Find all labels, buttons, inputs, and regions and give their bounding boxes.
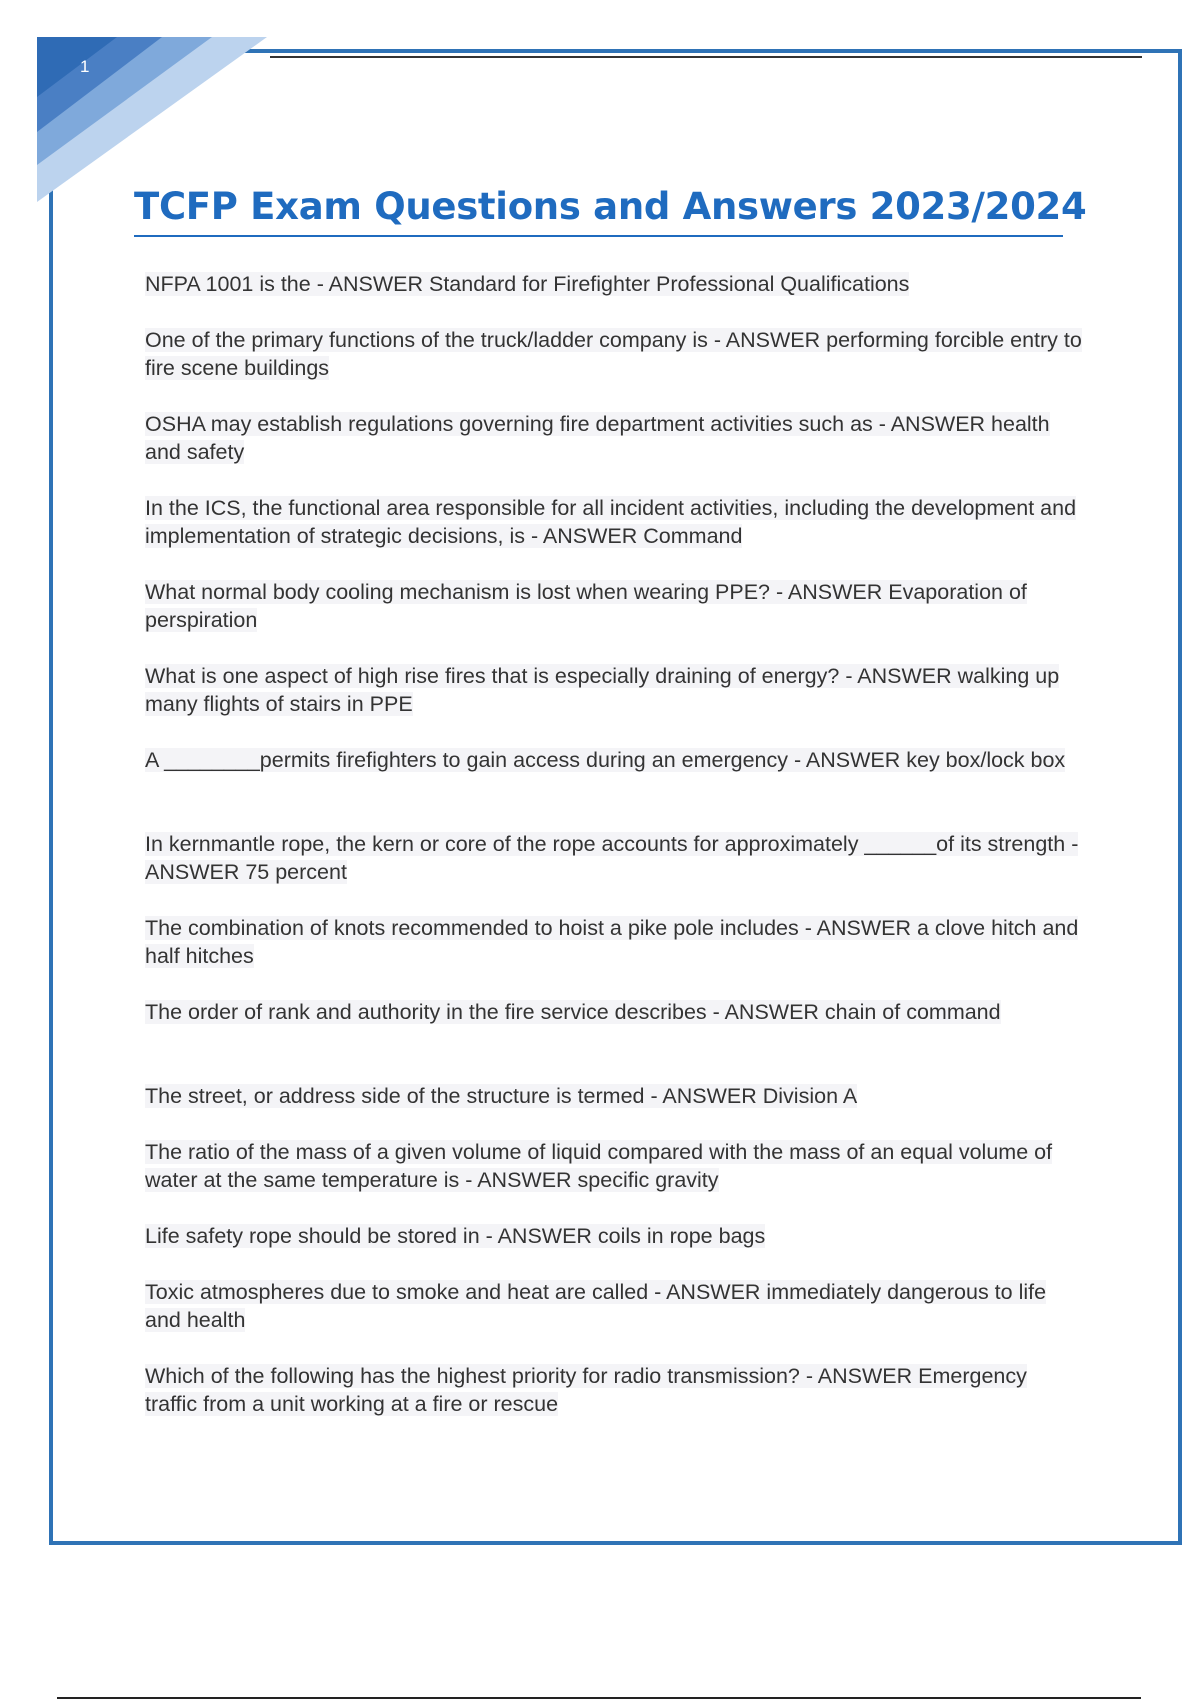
qa-text: A ________permits firefighters to gain access during an emergency - ANSWER key box/lock box: [145, 748, 1066, 772]
qa-item: [145, 660, 1085, 744]
qa-item: [145, 268, 1085, 324]
qa-item: [145, 492, 1085, 576]
qa-text: In the ICS, the functional area responsible for all incident activities, including the development and implementation of strategic decisions, is - ANSWER Command: [145, 496, 1077, 548]
qa-text: Which of the following has the highest priority for radio transmission? - ANSWER Emergency traffic from a unit working at a fire or rescue: [145, 1364, 1027, 1416]
qa-item: [145, 1360, 1085, 1444]
qa-text: NFPA 1001 is the - ANSWER Standard for Firefighter Professional Qualifications: [145, 272, 910, 296]
qa-text: In kernmantle rope, the kern or core of the rope accounts for approximately ______of its strength - ANSWER 75 percent: [145, 832, 1079, 884]
qa-item: [145, 408, 1085, 492]
corner-decoration: [37, 37, 267, 202]
page-title: TCFP Exam Questions and Answers 2023/2024: [134, 185, 1087, 228]
qa-item: [145, 1276, 1085, 1360]
qa-item: [145, 1136, 1085, 1220]
qa-item: [145, 996, 1085, 1080]
qa-item: [145, 324, 1085, 408]
qa-item: [145, 912, 1085, 996]
qa-text: The combination of knots recommended to hoist a pike pole includes - ANSWER a clove hitch and half hitches: [145, 916, 1079, 968]
qa-text: What is one aspect of high rise fires that is especially draining of energy? - ANSWER walking up many flights of stairs in PPE: [145, 664, 1060, 716]
qa-text: One of the primary functions of the truck/ladder company is - ANSWER performing forcible entry to fire scene buildings: [145, 328, 1082, 380]
qa-text: OSHA may establish regulations governing fire department activities such as - ANSWER health and safety: [145, 412, 1050, 464]
qa-item: [145, 576, 1085, 660]
qa-list: [145, 268, 1085, 1444]
qa-item: [145, 828, 1085, 912]
qa-item: [145, 1080, 1085, 1136]
qa-text: Toxic atmospheres due to smoke and heat are called - ANSWER immediately dangerous to life and health: [145, 1280, 1047, 1332]
header-rule: [270, 56, 1142, 58]
qa-item: [145, 744, 1085, 828]
qa-text: The street, or address side of the structure is termed - ANSWER Division A: [145, 1084, 858, 1108]
qa-text: The ratio of the mass of a given volume of liquid compared with the mass of an equal volume of water at the same temperature is - ANSWER specific gravity: [145, 1140, 1053, 1192]
qa-text: What normal body cooling mechanism is lost when wearing PPE? - ANSWER Evaporation of perspiration: [145, 580, 1027, 632]
qa-text: The order of rank and authority in the fire service describes - ANSWER chain of command: [145, 1000, 1001, 1024]
title-underline: [134, 235, 1063, 237]
footer-rule: [57, 1697, 1141, 1699]
page-number: 1: [80, 57, 90, 76]
qa-text: Life safety rope should be stored in - ANSWER coils in rope bags: [145, 1224, 766, 1248]
qa-item: [145, 1220, 1085, 1276]
